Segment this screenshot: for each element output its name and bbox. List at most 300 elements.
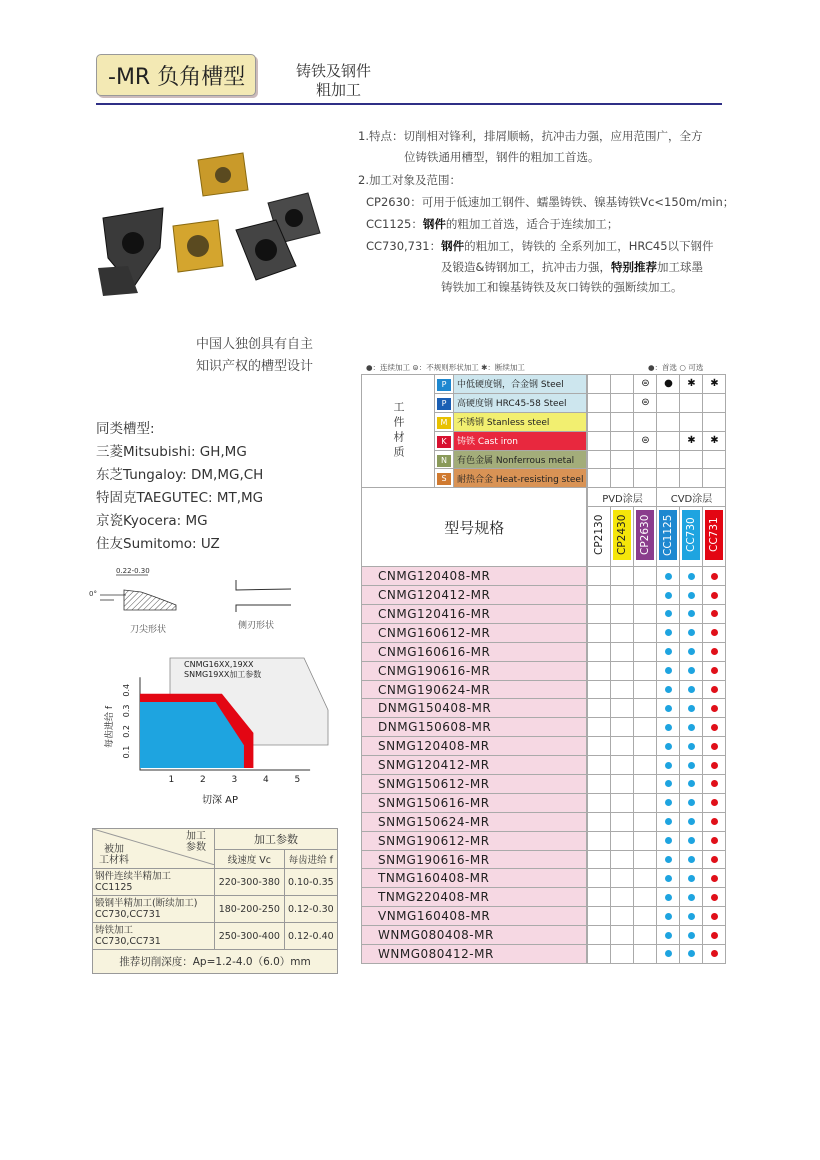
model-code: SNMG150612-MR [362,775,587,794]
availability-cell [588,718,611,737]
material-code-cell [435,450,454,469]
availability-dot [665,799,672,806]
feature-line: CC730,731：钢件的粗加工，铸铁的 全系列加工，HRC45以下钢件 [366,239,714,253]
availability-cell [703,793,726,812]
availability-cell [680,642,703,661]
availability-cell [588,737,611,756]
availability-cell [588,907,611,926]
feature-line: 位铸铁通用槽型，钢件的粗加工首选。 [404,150,600,164]
model-code: WNMG080408-MR [362,926,587,945]
availability-cell [634,775,657,794]
availability-dot [665,573,672,580]
availability-cell [588,831,611,850]
model-row [362,680,726,699]
availability-cell [657,831,680,850]
availability-cell [611,680,634,699]
grade-name: CC731 [705,510,723,560]
availability-dot [711,592,718,599]
availability-cell [588,605,611,624]
availability-cell [657,567,680,586]
material-mark: ⊜ [634,375,657,394]
grade-name: CP2430 [613,510,631,560]
material-mark: ✱ [703,431,726,450]
availability-cell [657,699,680,718]
availability-cell [657,888,680,907]
availability-dot [688,724,695,731]
grade-name: CC730 [682,510,700,560]
availability-dot [688,743,695,750]
grade-name: CP2630 [636,510,654,560]
availability-dot [711,610,718,617]
availability-cell [611,926,634,945]
availability-cell [703,756,726,775]
grade-col-header [634,507,657,567]
chart-ytick: 0.1 [122,745,131,759]
availability-cell [703,586,726,605]
availability-cell [657,793,680,812]
grade-col-header [657,507,680,567]
grade-col-header [611,507,634,567]
material-mark [611,375,634,394]
availability-cell [703,661,726,680]
model-row [362,642,726,661]
model-code: DNMG150608-MR [362,718,587,737]
material-code-cell [435,469,454,488]
chart-xtick: 4 [263,775,269,785]
availability-cell [611,907,634,926]
availability-cell [588,661,611,680]
feature-line: 及锻造&铸钢加工，抗冲击力强，特别推荐加工球墨 [441,260,703,274]
availability-dot [665,950,672,957]
grade-col-header [588,507,611,567]
param-header: 加工参数 [215,829,338,850]
material-code-cell [435,375,454,394]
availability-dot [665,724,672,731]
model-row [362,869,726,888]
availability-cell [611,605,634,624]
availability-cell [680,926,703,945]
chart-xtick: 5 [294,775,301,785]
model-row [362,888,726,907]
availability-cell [657,775,680,794]
availability-cell [680,718,703,737]
material-mark [657,393,680,412]
feature-line: 铸铁加工和镍基铸铁及灰口铸铁的强断续加工。 [441,280,683,294]
model-row [362,831,726,850]
material-mark [634,412,657,431]
param-row-f: 0.12-0.40 [284,923,337,950]
availability-dot [711,629,718,636]
chart-ytick: 0.3 [122,704,131,718]
availability-cell [680,869,703,888]
material-mark [611,412,634,431]
subtitle-line2: 粗加工 [316,81,362,99]
availability-cell [703,888,726,907]
param-row-f: 0.10-0.35 [284,869,337,896]
availability-cell [657,642,680,661]
availability-cell [657,926,680,945]
availability-cell [588,945,611,964]
material-code-cell [435,393,454,412]
material-mark [657,450,680,469]
availability-cell [680,945,703,964]
availability-cell [657,586,680,605]
similar-item: 京瓷Kyocera: MG [96,513,208,529]
chart-ytick: 0.2 [122,725,131,738]
availability-cell [611,793,634,812]
availability-cell [588,793,611,812]
availability-cell [657,680,680,699]
feature-line: 1.特点：切削相对锋利，排屑顺畅，抗冲击力强，应用范围广，全方 [358,129,703,143]
availability-cell [680,737,703,756]
param-row-vc: 180-200-250 [215,896,285,923]
availability-cell [634,945,657,964]
availability-cell [680,699,703,718]
availability-cell [703,623,726,642]
model-row [362,756,726,775]
similar-item: 住友Sumitomo: UZ [96,536,220,552]
chart-xtick: 3 [231,775,238,785]
material-mark [703,393,726,412]
material-mark [611,469,634,488]
param-corner-top: 加工 参数 [186,831,206,853]
availability-cell [588,586,611,605]
material-label: 不锈钢 Stanless steel [454,412,587,431]
material-mark [680,450,703,469]
availability-cell [703,642,726,661]
material-label: 中低硬度钢，合金钢 Steel [454,375,587,394]
similar-geometries [96,418,263,556]
availability-dot [711,913,718,920]
availability-cell [680,907,703,926]
grade-name: CC1125 [659,510,677,560]
material-mark: ⊜ [634,431,657,450]
availability-dot [665,667,672,674]
availability-cell [611,831,634,850]
material-code-cell [435,431,454,450]
availability-cell [634,869,657,888]
material-mark [703,412,726,431]
param-corner [93,829,215,869]
availability-dot [665,856,672,863]
availability-dot [665,762,672,769]
availability-dot [665,837,672,844]
edge-dim-label: 0.22-0.30 [116,567,150,575]
availability-cell [680,661,703,680]
availability-dot [688,837,695,844]
param-col-f: 每齿进给 f [284,850,337,869]
availability-dot [665,780,672,787]
availability-cell [611,586,634,605]
param-corner-bottom: 被加 工材料 [99,844,129,866]
availability-cell [657,869,680,888]
availability-cell [703,945,726,964]
param-row-label: 钢件连续半精加工 CC1125 [93,869,215,896]
material-code-cell [435,412,454,431]
chart-xtick: 2 [200,775,206,785]
availability-cell [703,718,726,737]
availability-cell [634,661,657,680]
model-code: SNMG150624-MR [362,812,587,831]
param-row-vc: 250-300-400 [215,923,285,950]
model-row [362,699,726,718]
availability-dot [711,837,718,844]
availability-cell [680,567,703,586]
availability-cell [588,756,611,775]
availability-dot [711,818,718,825]
availability-cell [634,623,657,642]
availability-cell [680,888,703,907]
material-mark [588,393,611,412]
availability-dot [711,724,718,731]
availability-cell [634,850,657,869]
availability-cell [588,642,611,661]
model-code: TNMG160408-MR [362,869,587,888]
material-mark [611,431,634,450]
material-side-label: 工件材质 [362,375,435,488]
model-row [362,793,726,812]
similar-item: 东芝Tungaloy: DM,MG,CH [96,467,264,483]
availability-cell [657,756,680,775]
edge-angle-label: 0° [89,590,97,598]
model-code: CNMG190624-MR [362,680,587,699]
chart-ytick: 0.4 [122,683,131,697]
availability-cell [657,737,680,756]
param-footer: 推荐切削深度：Ap=1.2-4.0（6.0）mm [93,950,338,974]
availability-cell [680,850,703,869]
availability-dot [711,705,718,712]
design-note: 中国人独创具有自主 [196,337,314,352]
availability-dot [665,610,672,617]
availability-cell [680,793,703,812]
availability-dot [688,648,695,655]
availability-cell [703,699,726,718]
availability-cell [634,756,657,775]
availability-dot [665,629,672,636]
model-row [362,945,726,964]
chart-ylabel: 每齿进给 f [105,705,115,748]
subtitle-line1: 铸铁及钢件 [296,62,372,80]
availability-dot [665,648,672,655]
material-mark [657,431,680,450]
availability-cell [634,737,657,756]
availability-cell [634,680,657,699]
param-row-f: 0.12-0.30 [284,896,337,923]
availability-dot [688,875,695,882]
availability-cell [657,623,680,642]
availability-cell [611,945,634,964]
availability-cell [703,907,726,926]
availability-dot [711,743,718,750]
availability-cell [611,718,634,737]
availability-dot [688,610,695,617]
availability-cell [680,623,703,642]
availability-cell [588,869,611,888]
material-code-chip: K [437,436,451,448]
similar-item: 特固克TAEGUTEC: MT,MG [96,490,264,506]
availability-cell [680,586,703,605]
model-code: SNMG150616-MR [362,793,587,812]
similar-heading: 同类槽型: [96,421,155,437]
availability-cell [611,869,634,888]
availability-dot [711,667,718,674]
material-mark [657,412,680,431]
availability-dot [711,762,718,769]
material-mark [588,469,611,488]
availability-cell [703,812,726,831]
model-code: SNMG190616-MR [362,850,587,869]
material-mark [588,375,611,394]
availability-dot [665,894,672,901]
availability-cell [703,775,726,794]
model-code: CNMG190616-MR [362,661,587,680]
pvd-header: PVD涂层 [588,488,657,507]
chart-legend-1: CNMG16XX,19XX [184,660,254,669]
availability-dot [665,913,672,920]
availability-cell [588,623,611,642]
availability-dot [688,894,695,901]
availability-cell [634,888,657,907]
availability-dot [711,932,718,939]
availability-dot [711,799,718,806]
availability-dot [688,818,695,825]
availability-dot [688,762,695,769]
availability-cell [680,756,703,775]
availability-cell [703,680,726,699]
availability-dot [688,705,695,712]
material-mark [657,469,680,488]
model-row [362,605,726,624]
availability-cell [611,888,634,907]
availability-cell [703,850,726,869]
tip-shape-label: 刀尖形状 [130,625,167,635]
availability-cell [634,567,657,586]
model-code: SNMG190612-MR [362,831,587,850]
chart-xlabel: 切深 AP [202,795,239,806]
model-row [362,907,726,926]
model-row [362,812,726,831]
material-mark: ✱ [680,431,703,450]
model-code: WNMG080412-MR [362,945,587,964]
availability-dot [665,705,672,712]
availability-dot [711,573,718,580]
availability-dot [711,686,718,693]
availability-cell [703,926,726,945]
availability-cell [634,907,657,926]
spec-header: 型号规格 [362,488,587,567]
availability-dot [665,875,672,882]
material-mark [611,450,634,469]
model-code: CNMG120412-MR [362,586,587,605]
model-row [362,586,726,605]
grade-col-header [703,507,726,567]
availability-cell [588,699,611,718]
material-label: 耐热合金 Heat-resisting steel [454,469,587,488]
availability-dot [665,686,672,693]
param-row-vc: 220-300-380 [215,869,285,896]
model-row [362,567,726,586]
param-col-vc: 线速度 Vc [215,850,285,869]
availability-cell [680,680,703,699]
availability-cell [657,812,680,831]
availability-cell [588,812,611,831]
param-row-label: 锻钢半精加工(断续加工) CC730,CC731 [93,896,215,923]
availability-cell [680,775,703,794]
availability-dot [665,932,672,939]
model-code: CNMG160612-MR [362,623,587,642]
chart-xtick: 1 [168,775,175,785]
material-mark: ⊜ [634,393,657,412]
material-mark [680,469,703,488]
availability-cell [588,775,611,794]
model-code: CNMG160616-MR [362,642,587,661]
model-row [362,775,726,794]
availability-cell [611,775,634,794]
availability-cell [611,756,634,775]
material-mark [634,450,657,469]
material-code-chip: M [437,417,451,429]
material-code-chip: P [437,379,451,391]
availability-cell [611,850,634,869]
availability-cell [680,812,703,831]
similar-item: 三菱Mitsubishi: GH,MG [96,444,247,460]
availability-cell [657,605,680,624]
material-mark [611,393,634,412]
model-code: CNMG120408-MR [362,567,587,586]
material-mark [588,450,611,469]
availability-dot [688,780,695,787]
availability-cell [611,623,634,642]
availability-cell [657,718,680,737]
availability-cell [634,926,657,945]
availability-dot [688,592,695,599]
availability-cell [657,945,680,964]
model-code: CNMG120416-MR [362,605,587,624]
availability-dot [665,592,672,599]
availability-dot [688,667,695,674]
material-mark [703,469,726,488]
material-mark: ✱ [703,375,726,394]
model-row [362,661,726,680]
model-row [362,926,726,945]
availability-dot [688,856,695,863]
grade-name: CP2130 [590,510,608,560]
material-label: 高硬度钢 HRC45-58 Steel [454,393,587,412]
availability-cell [657,850,680,869]
material-mark [634,469,657,488]
availability-dot [688,686,695,693]
availability-cell [634,605,657,624]
material-mark [680,412,703,431]
header-divider [96,103,722,105]
availability-cell [680,605,703,624]
availability-cell [703,831,726,850]
chart-legend-2: SNMG19XX加工参数 [184,670,262,679]
availability-cell [611,699,634,718]
model-code: SNMG120412-MR [362,756,587,775]
availability-cell [611,737,634,756]
design-note: 知识产权的槽型设计 [196,359,314,374]
availability-cell [703,737,726,756]
model-code: VNMG160408-MR [362,907,587,926]
availability-dot [688,799,695,806]
availability-cell [588,926,611,945]
material-mark: ● [657,375,680,394]
feature-line: 2.加工对象及范围： [358,173,461,187]
availability-cell [657,661,680,680]
model-code: TNMG220408-MR [362,888,587,907]
availability-cell [703,869,726,888]
